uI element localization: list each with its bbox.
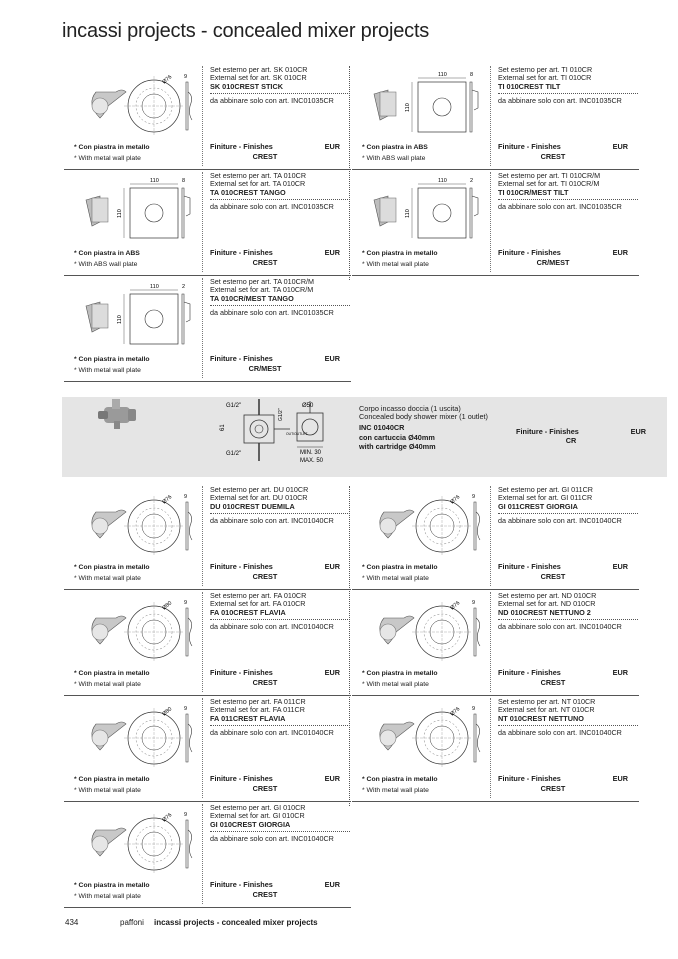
dim-g2: G1/2" (226, 451, 242, 457)
plate-note-it: * Con piastra in metallo (362, 776, 438, 783)
plate-note-it: * Con piastra in metallo (74, 776, 150, 783)
finish-code: CREST (252, 784, 278, 793)
row-rule (64, 907, 351, 908)
product-text (210, 804, 350, 843)
product-desc-en: External set for art. GI 011CR (498, 493, 593, 503)
product-desc-it: Set esterno per art. FA 010CR (210, 591, 307, 600)
plate-note (74, 354, 150, 376)
divider (490, 172, 491, 272)
product-desc-it: Set esterno per art. SK 010CR (210, 65, 308, 74)
currency: EUR (612, 142, 628, 151)
body-desc-it: Corpo incasso doccia (1 uscita) (359, 404, 461, 413)
plate-note-it: * Con piastra in metallo (362, 564, 438, 571)
body-cartridge-en: with cartridge Ø40mm (359, 441, 436, 451)
row-rule (64, 381, 351, 382)
dim-depth: 9 (472, 600, 476, 606)
product-desc-it: Set esterno per art. TA 010CR/M (210, 277, 314, 286)
divider (490, 486, 491, 586)
concealed-body-photo (92, 393, 142, 433)
product-cell (64, 804, 351, 909)
product-desc-it: Set esterno per art. FA 011CR (210, 697, 306, 706)
product-text (210, 486, 350, 525)
product-cell (352, 698, 639, 803)
finishes-label: Finiture - Finishes (498, 774, 561, 783)
dim-width: 110 (150, 178, 159, 184)
product-desc-it: Set esterno per art. TA 010CR (210, 171, 307, 180)
finish-code: CREST (252, 572, 278, 581)
product-compat-it: da abbinare solo con art. INC01040CR (210, 833, 334, 843)
dim-height: 110 (405, 103, 411, 112)
currency: EUR (324, 142, 340, 151)
dim-width: 110 (150, 284, 159, 290)
product-compat-it: da abbinare solo con art. INC01040CR (210, 727, 334, 737)
product-desc-it: Set esterno per art. ND 010CR (498, 591, 597, 600)
plate-note-it: * Con piastra in metallo (74, 356, 150, 363)
product-finishes (210, 774, 340, 793)
product-cell (352, 486, 639, 591)
dim-depth: 9 (184, 494, 188, 500)
dim-height: 110 (117, 209, 123, 218)
product-finishes (210, 142, 340, 161)
product-compat-it: da abbinare solo con art. INC01035CR (210, 95, 334, 105)
dim-outlet: OUT/OUTLET (286, 432, 308, 436)
product-desc-en: External set for art. NT 010CR (498, 705, 595, 715)
page-number: 434 (65, 918, 79, 927)
product-desc-it: Set esterno per art. NT 010CR (498, 697, 596, 706)
dim-diameter: Ø76 (449, 494, 462, 506)
dim-height: 110 (117, 315, 123, 324)
product-compat-it: da abbinare solo con art. INC01040CR (210, 621, 334, 631)
product-code: GI 011CREST GIORGIA (498, 503, 638, 513)
product-desc-en: External set for art. TA 010CR (210, 179, 306, 189)
finishes-label: Finiture - Finishes (498, 562, 561, 571)
finishes-label: Finiture - Finishes (498, 142, 561, 151)
plate-note-en: * With metal wall plate (74, 575, 141, 582)
row-rule (352, 275, 639, 276)
plate-note-en: * With metal wall plate (362, 575, 429, 582)
finishes-label: Finiture - Finishes (498, 248, 561, 257)
dim-diameter: Ø80 (161, 706, 174, 718)
body-code: INC 01040CR (359, 422, 405, 432)
product-text (498, 592, 638, 631)
product-cell (64, 592, 351, 697)
finishes-label: Finiture - Finishes (210, 248, 273, 257)
dim-width: 110 (438, 178, 447, 184)
product-compat-it: da abbinare solo con art. INC01035CR (498, 95, 622, 105)
product-desc-en: External set for art. TA 010CR/M (210, 285, 314, 295)
product-desc-it: Set esterno per art. GI 011CR (498, 485, 593, 494)
product-drawing (72, 70, 200, 140)
plate-note-it: * Con piastra in metallo (74, 882, 150, 889)
plate-note (74, 668, 150, 690)
product-finishes (210, 354, 340, 373)
product-desc-en: External set for art. ND 010CR (498, 599, 596, 609)
dim-diameter: Ø76 (449, 706, 462, 718)
product-cell (64, 698, 351, 803)
dim-diameter: Ø76 (161, 812, 174, 824)
dim-depth: 9 (472, 706, 476, 712)
page-title: incassi projects - concealed mixer projects (62, 20, 430, 42)
product-drawing (360, 596, 488, 666)
product-cell (64, 172, 351, 277)
row-rule (64, 589, 351, 590)
footer-section: incassi projects - concealed mixer projects (154, 918, 318, 927)
product-code: TI 010CREST TILT (498, 83, 638, 93)
product-code: FA 011CREST FLAVIA (210, 715, 350, 725)
finish-code: CR/MEST (536, 258, 570, 267)
product-desc-en: External set for art. TI 010CR (498, 73, 592, 83)
currency: EUR (612, 774, 628, 783)
divider (490, 66, 491, 166)
product-compat-it: da abbinare solo con art. INC01035CR (210, 307, 334, 317)
product-cell (64, 66, 351, 171)
finishes-label: Finiture - Finishes (498, 668, 561, 677)
finish-code: CREST (540, 678, 566, 687)
divider (202, 592, 203, 692)
body-cartridge-it: con cartuccia Ø40mm (359, 433, 435, 443)
finish-code: CREST (252, 152, 278, 161)
dim-g3: G1/2" (278, 408, 284, 421)
finishes-label: Finiture - Finishes (210, 562, 273, 571)
product-finishes (498, 248, 628, 267)
dim-depth: 9 (184, 600, 188, 606)
plate-note-en: * With metal wall plate (74, 367, 141, 374)
finish-code: CREST (540, 784, 566, 793)
product-compat-it: da abbinare solo con art. INC01035CR (498, 201, 622, 211)
plate-note (74, 142, 150, 164)
divider (202, 66, 203, 166)
plate-note-it: * Con piastra in metallo (74, 564, 150, 571)
divider (202, 172, 203, 272)
finish-code: CREST (252, 890, 278, 899)
currency: EUR (612, 248, 628, 257)
product-drawing (360, 70, 488, 140)
dim-min: MIN. 30 (300, 450, 322, 456)
finishes-label: Finiture - Finishes (210, 668, 273, 677)
product-code: GI 010CREST GIORGIA (210, 821, 350, 831)
product-desc-it: Set esterno per art. TI 010CR/M (498, 171, 601, 180)
plate-note (74, 248, 140, 270)
product-compat-it: da abbinare solo con art. INC01040CR (210, 515, 334, 525)
divider (490, 592, 491, 692)
product-text (498, 486, 638, 525)
product-desc-it: Set esterno per art. GI 010CR (210, 803, 306, 812)
finishes-label: Finiture - Finishes (210, 880, 273, 889)
product-finishes (498, 668, 628, 687)
currency: EUR (324, 880, 340, 889)
body-finishes (516, 427, 646, 445)
dim-d50: Ø50 (302, 403, 314, 409)
dim-max: MAX. 50 (300, 458, 324, 464)
product-cell (64, 486, 351, 591)
dim-depth: 9 (184, 812, 188, 818)
product-text (210, 698, 350, 737)
row-rule (64, 169, 351, 170)
plate-note (362, 774, 438, 796)
body-finish: CR (565, 436, 577, 445)
plate-note (74, 774, 150, 796)
dim-depth: 9 (472, 494, 476, 500)
product-cell (352, 66, 639, 171)
product-desc-en: External set for art. GI 010CR (210, 811, 305, 821)
concealed-body-drawing (212, 391, 342, 469)
product-text (498, 698, 638, 737)
plate-note-en: * With metal wall plate (74, 681, 141, 688)
product-text (210, 172, 350, 211)
product-compat-it: da abbinare solo con art. INC01040CR (498, 621, 622, 631)
plate-note-en: * With metal wall plate (362, 261, 429, 268)
product-desc-it: Set esterno per art. DU 010CR (210, 485, 309, 494)
product-desc-en: External set for art. FA 010CR (210, 599, 306, 609)
product-drawing (72, 808, 200, 878)
plate-note (362, 248, 438, 270)
product-finishes (498, 562, 628, 581)
plate-note (74, 562, 150, 584)
product-code: TA 010CREST TANGO (210, 189, 350, 199)
dim-height: 110 (405, 209, 411, 218)
finish-code: CR/MEST (248, 364, 282, 373)
row-rule (352, 169, 639, 170)
product-text (498, 66, 638, 105)
body-finishes-label: Finiture - Finishes (516, 427, 579, 436)
plate-note-en: * With metal wall plate (74, 893, 141, 900)
row-rule (352, 589, 639, 590)
plate-note-en: * With metal wall plate (74, 787, 141, 794)
plate-note-it: * Con piastra in metallo (74, 144, 150, 151)
finish-code: CREST (540, 152, 566, 161)
dim-width: 110 (438, 72, 447, 78)
product-code: NT 010CREST NETTUNO (498, 715, 638, 725)
row-rule (352, 695, 639, 696)
plate-note (74, 880, 150, 902)
product-drawing (72, 490, 200, 560)
product-text (210, 278, 350, 317)
dim-diameter: Ø76 (161, 74, 174, 86)
product-drawing (72, 282, 200, 352)
finishes-label: Finiture - Finishes (210, 142, 273, 151)
product-compat-it: da abbinare solo con art. INC01035CR (210, 201, 334, 211)
product-finishes (210, 248, 340, 267)
product-finishes (498, 774, 628, 793)
finish-code: CREST (540, 572, 566, 581)
product-code: DU 010CREST DUEMILA (210, 503, 350, 513)
row-rule (64, 275, 351, 276)
dim-depth: 2 (182, 284, 186, 290)
product-compat-it: da abbinare solo con art. INC01040CR (498, 727, 622, 737)
product-drawing (360, 702, 488, 772)
product-drawing (360, 176, 488, 246)
product-finishes (498, 142, 628, 161)
currency: EUR (324, 248, 340, 257)
finishes-label: Finiture - Finishes (210, 354, 273, 363)
column-separator (349, 486, 350, 806)
plate-note (362, 562, 438, 584)
dim-depth: 9 (184, 74, 188, 80)
product-cell (352, 592, 639, 697)
row-rule (64, 801, 351, 802)
product-compat-it: da abbinare solo con art. INC01040CR (498, 515, 622, 525)
product-desc-en: External set for art. TI 010CR/M (498, 179, 600, 189)
currency: EUR (612, 668, 628, 677)
product-code: FA 010CREST FLAVIA (210, 609, 350, 619)
plate-note-it: * Con piastra in ABS (74, 250, 140, 257)
product-code: TI 010CR/MEST TILT (498, 189, 638, 199)
divider (202, 486, 203, 586)
product-desc-en: External set for art. DU 010CR (210, 493, 308, 503)
product-cell (64, 278, 351, 383)
body-currency: EUR (630, 427, 646, 436)
plate-note-en: * With metal wall plate (362, 787, 429, 794)
concealed-body-band (62, 397, 667, 477)
dim-g1: G1/2" (226, 403, 242, 409)
currency: EUR (612, 562, 628, 571)
dim-depth: 2 (470, 178, 474, 184)
dim-diameter: Ø76 (161, 494, 174, 506)
dim-diameter: Ø80 (161, 600, 174, 612)
plate-note-it: * Con piastra in metallo (362, 250, 438, 257)
dim-61: 61 (220, 424, 226, 431)
row-rule (64, 695, 351, 696)
dim-depth: 8 (182, 178, 186, 184)
plate-note (362, 142, 428, 164)
divider (202, 278, 203, 378)
product-text (210, 66, 350, 105)
plate-note-en: * With ABS wall plate (74, 261, 138, 268)
product-code: ND 010CREST NETTUNO 2 (498, 609, 638, 619)
product-code: SK 010CREST STICK (210, 83, 350, 93)
product-drawing (72, 596, 200, 666)
product-finishes (210, 562, 340, 581)
divider (202, 804, 203, 904)
plate-note-it: * Con piastra in metallo (362, 670, 438, 677)
column-separator (349, 66, 350, 280)
divider (202, 698, 203, 798)
finish-code: CREST (252, 678, 278, 687)
plate-note (362, 668, 438, 690)
product-desc-en: External set for art. SK 010CR (210, 73, 307, 83)
footer-brand: paffoni (120, 918, 144, 927)
currency: EUR (324, 562, 340, 571)
product-drawing (360, 490, 488, 560)
currency: EUR (324, 774, 340, 783)
finish-code: CREST (252, 258, 278, 267)
product-desc-it: Set esterno per art. TI 010CR (498, 65, 593, 74)
product-drawing (72, 176, 200, 246)
product-drawing (72, 702, 200, 772)
finishes-label: Finiture - Finishes (210, 774, 273, 783)
currency: EUR (324, 354, 340, 363)
currency: EUR (324, 668, 340, 677)
dim-depth: 9 (184, 706, 188, 712)
plate-note-it: * Con piastra in metallo (74, 670, 150, 677)
plate-note-en: * With ABS wall plate (362, 155, 426, 162)
product-code: TA 010CR/MEST TANGO (210, 295, 350, 305)
plate-note-it: * Con piastra in ABS (362, 144, 428, 151)
product-cell (352, 172, 639, 277)
product-desc-en: External set for art. FA 011CR (210, 705, 305, 715)
plate-note-en: * With metal wall plate (362, 681, 429, 688)
plate-note-en: * With metal wall plate (74, 155, 141, 162)
divider (490, 698, 491, 798)
product-text (210, 592, 350, 631)
body-desc-en: Concealed body shower mixer (1 outlet) (359, 412, 488, 422)
dim-depth: 8 (470, 72, 474, 78)
product-text (498, 172, 638, 211)
product-finishes (210, 880, 340, 899)
product-finishes (210, 668, 340, 687)
dim-diameter: Ø76 (449, 600, 462, 612)
row-rule (352, 801, 639, 802)
